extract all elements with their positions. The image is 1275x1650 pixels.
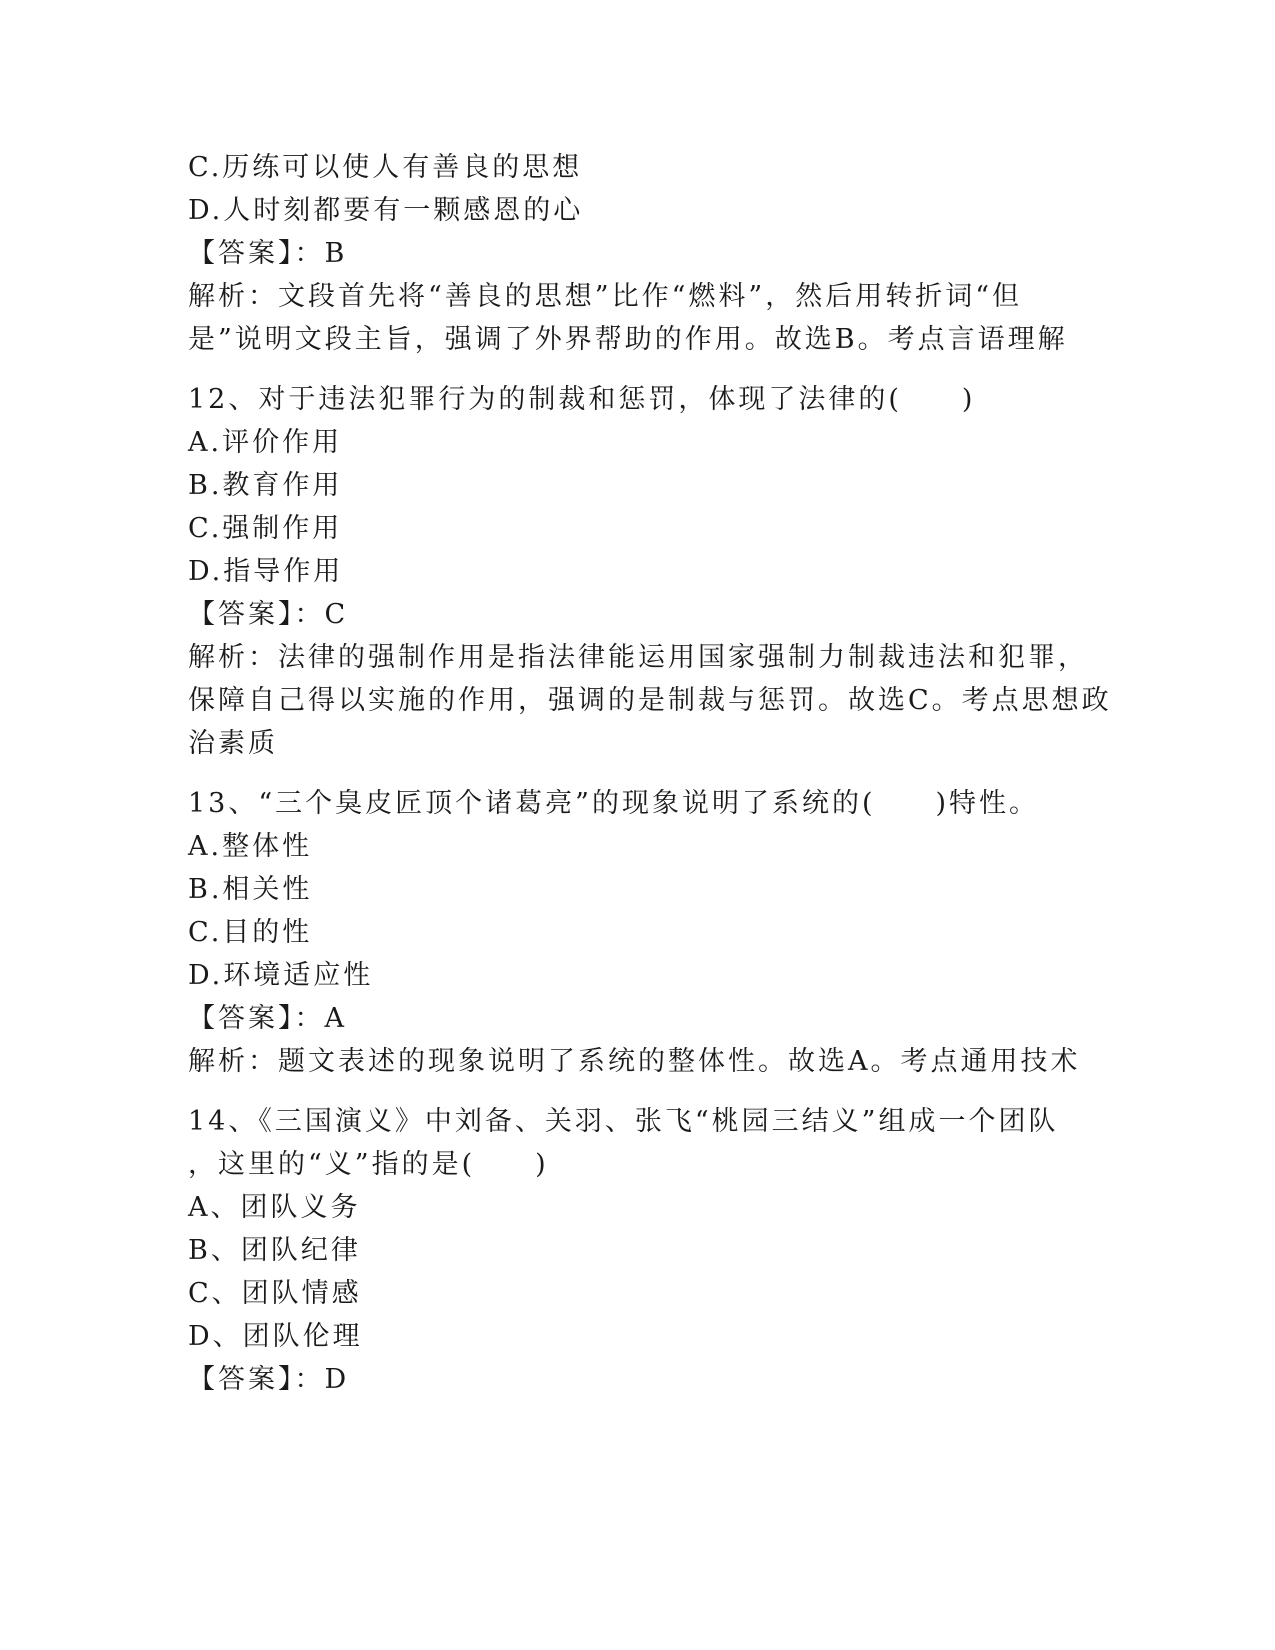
- q14-stem-line-1: 14、《三国演义》中刘备、关羽、张飞“桃园三结义”组成一个团队: [188, 1106, 1059, 1137]
- q12-option-d: D.指导作用: [188, 556, 344, 587]
- q12-option-b: B.教育作用: [188, 470, 343, 501]
- q14-stem-line-2: ，这里的“义”指的是( ): [188, 1149, 549, 1180]
- block-spacer: [188, 361, 1088, 378]
- block-spacer: [188, 765, 1088, 782]
- q13-option-d: D.环境适应性: [188, 960, 374, 991]
- document-page: [188, 146, 1112, 1401]
- q12-analysis-line-2: 保障自己得以实施的作用，强调的是制裁与惩罚。故选C。考点思想政: [188, 685, 1112, 716]
- q13-analysis-line-1: 解析：题文表述的现象说明了系统的整体性。故选A。考点通用技术: [188, 1046, 1081, 1077]
- q13-answer: 【答案】：A: [188, 1003, 347, 1034]
- q12-analysis-line-1: 解析：法律的强制作用是指法律能运用国家强制力制裁违法和犯罪，: [188, 642, 1088, 673]
- q11-option-d: D.人时刻都要有一颗感恩的心: [188, 195, 584, 226]
- question-12-block: [188, 378, 1112, 765]
- q12-option-c: C.强制作用: [188, 513, 343, 544]
- block-spacer: [188, 1083, 1088, 1100]
- q13-option-c: C.目的性: [188, 917, 313, 948]
- question-13-block: [188, 782, 1088, 1083]
- q13-option-b: B.相关性: [188, 874, 313, 905]
- q11-answer: 【答案】：B: [188, 238, 348, 269]
- q11-option-c: C.历练可以使人有善良的思想: [188, 152, 583, 183]
- q14-option-c: C、团队情感: [188, 1278, 362, 1309]
- q12-stem: 12、对于违法犯罪行为的制裁和惩罚，体现了法律的( ): [188, 384, 976, 415]
- question-11-block: [188, 146, 1088, 361]
- q14-option-b: B、团队纪律: [188, 1235, 361, 1266]
- q14-option-d: D、团队伦理: [188, 1321, 363, 1352]
- q12-answer: 【答案】：C: [188, 599, 349, 630]
- q12-option-a: A.评价作用: [188, 427, 343, 458]
- q12-analysis-line-3: 治素质: [188, 728, 278, 759]
- q13-stem: 13、“三个臭皮匠顶个诸葛亮”的现象说明了系统的( )特性。: [188, 788, 1040, 819]
- q11-analysis-line-2: 是”说明文段主旨，强调了外界帮助的作用。故选B。考点言语理解: [188, 324, 1068, 355]
- q14-option-a: A、团队义务: [188, 1192, 361, 1223]
- q11-analysis-line-1: 解析：文段首先将“善良的思想”比作“燃料”，然后用转折词“但: [188, 281, 1023, 312]
- q14-answer: 【答案】：D: [188, 1364, 350, 1395]
- q13-option-a: A.整体性: [188, 831, 313, 862]
- question-14-block: [188, 1100, 1088, 1401]
